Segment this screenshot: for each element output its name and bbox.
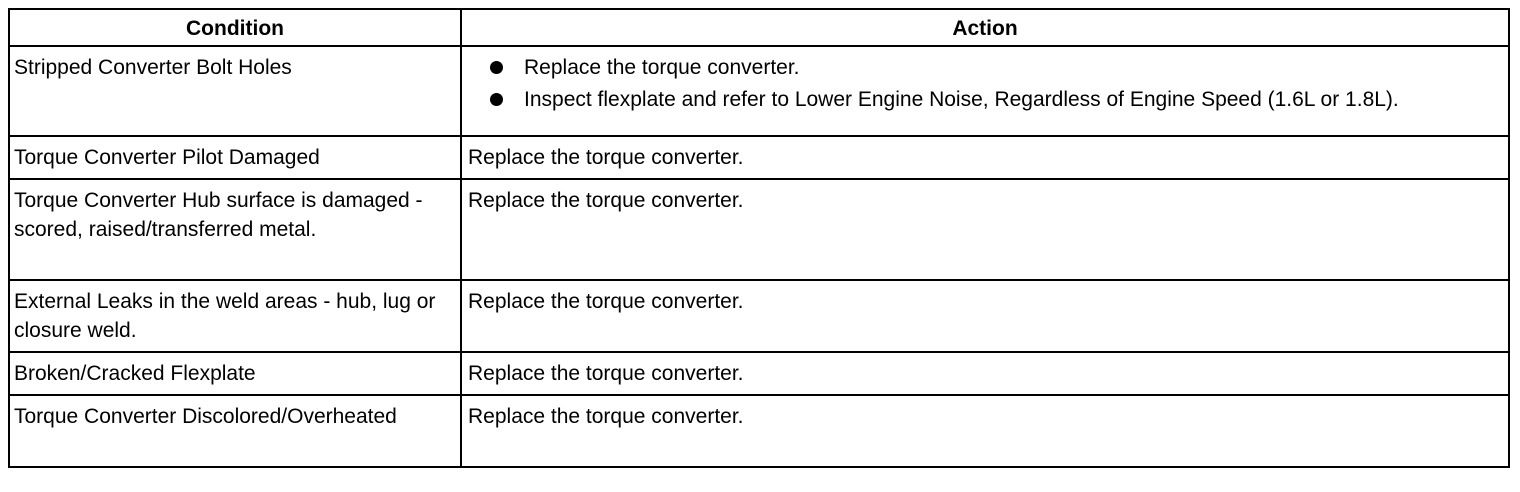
condition-cell: Broken/Cracked Flexplate: [9, 352, 461, 395]
action-cell: Replace the torque converter.: [461, 395, 1509, 467]
action-cell: Replace the torque converter.: [461, 179, 1509, 280]
table-row: [9, 46, 1509, 136]
action-bullet-item: [490, 53, 1502, 82]
action-cell: Replace the torque converter.: [461, 280, 1509, 352]
action-bullet-text: Replace the torque converter.: [524, 56, 800, 79]
condition-cell: Torque Converter Discolored/Overheated: [9, 395, 461, 467]
condition-column-header: Condition: [9, 9, 461, 46]
table-header-row: [9, 9, 1509, 46]
diagnostic-table-container: [8, 8, 1508, 468]
action-bullet-item: [490, 85, 1502, 114]
action-column-header: Action: [461, 9, 1509, 46]
condition-action-table: [8, 8, 1510, 468]
table-row: [9, 352, 1509, 395]
table-row: [9, 280, 1509, 352]
action-bullet-list: [468, 53, 1502, 114]
action-cell: [461, 46, 1509, 136]
table-row: [9, 136, 1509, 179]
condition-cell: Torque Converter Hub surface is damaged - scored, raised/transferred metal.: [9, 179, 461, 280]
bullet-icon: [490, 61, 503, 74]
table-row: [9, 395, 1509, 467]
bullet-icon: [490, 93, 503, 106]
action-bullet-text: Inspect flexplate and refer to Lower Engine Noise, Regardless of Engine Speed (1.6L or 1.8L).: [524, 88, 1399, 111]
action-cell: Replace the torque converter.: [461, 352, 1509, 395]
condition-cell: Stripped Converter Bolt Holes: [9, 46, 461, 136]
condition-cell: Torque Converter Pilot Damaged: [9, 136, 461, 179]
action-cell: Replace the torque converter.: [461, 136, 1509, 179]
table-row: [9, 179, 1509, 280]
condition-cell: External Leaks in the weld areas - hub, lug or closure weld.: [9, 280, 461, 352]
